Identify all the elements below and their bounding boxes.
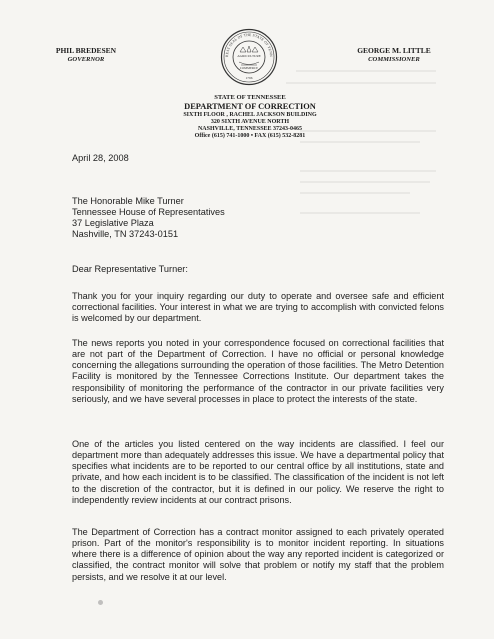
- recipient-line: Tennessee House of Representatives: [72, 207, 225, 218]
- state-line: STATE OF TENNESSEE: [214, 94, 286, 101]
- address-city: NASHVILLE, TENNESSEE 37243-0465: [197, 125, 303, 132]
- governor-title: GOVERNOR: [67, 56, 105, 63]
- punch-hole-mark: [98, 600, 103, 605]
- department-letterhead: [150, 94, 350, 140]
- recipient-line: Nashville, TN 37243-0151: [72, 229, 179, 240]
- letter-date: April 28, 2008: [72, 153, 129, 163]
- recipient-address: [72, 196, 225, 240]
- salutation: Dear Representative Turner:: [72, 264, 188, 274]
- governor-name: PHIL BREDESEN: [55, 46, 117, 55]
- address-floor: SIXTH FLOOR , RACHEL JACKSON BUILDING: [183, 111, 317, 118]
- commissioner-name: GEORGE M. LITTLE: [357, 46, 431, 55]
- contact-phone-fax: Office (615) 741-1000 • FAX (615) 532-8281: [194, 133, 306, 140]
- body-paragraph: The news reports you noted in your correspondence focused on correctional facilities that are not part of the Department of Correction. I have no official or personal knowledge concerning the allegations surrounding the operation of those facilities. The Metro Detention Facility is monitored by the Tennessee Corrections Institute. Our department takes the responsibility of monitoring the performance of the contractor in our private facilities very seriously, and we have several processes in place to protect the interests of the state.: [72, 338, 444, 404]
- governor-block: [46, 46, 126, 64]
- commissioner-block: [348, 46, 440, 64]
- body-paragraph: The Department of Correction has a contract monitor assigned to each privately operated prison. Part of the monitor's responsibility is to monitor incident reporting. In situations where there is a difference of opinion about the way any reported incident is categorized or classified, the contract monitor will solve that problem or notify my staff that the problem persists, and we resolve it at our level.: [72, 527, 444, 582]
- recipient-line: 37 Legislative Plaza: [72, 218, 154, 229]
- seal-ring-text: REAT SEAL OF THE STATE OF TENN: [224, 32, 274, 58]
- commissioner-title: COMMISSIONER: [368, 56, 420, 63]
- seal-agriculture-text: AGRICULTURE: [237, 54, 261, 58]
- address-street: 320 SIXTH AVENUE NORTH: [210, 118, 290, 125]
- seal-commerce-text: COMMERCE: [239, 66, 259, 70]
- tennessee-state-seal-icon: [220, 28, 278, 86]
- recipient-line: The Honorable Mike Turner: [72, 196, 184, 206]
- department-name: DEPARTMENT OF CORRECTION: [184, 102, 316, 111]
- seal-year-text: 1796: [245, 76, 253, 80]
- body-paragraph: One of the articles you listed centered on the way incidents are classified. I feel our department more than adequately addresses this issue. We have a departmental policy that specifies what incidents are to be reported to our central office by all institutions, state and private, and how each incident is to be classified. The classification of the incident is not left to the discretion of the contractor, but it is defined in our policy. We reserve the right to independently review incidents at our contract prisons.: [72, 439, 444, 505]
- body-paragraph: Thank you for your inquiry regarding our duty to operate and oversee safe and efficient correctional facilities. Your interest in what we are trying to accomplish with convicted felons is welcomed by our department.: [72, 291, 444, 324]
